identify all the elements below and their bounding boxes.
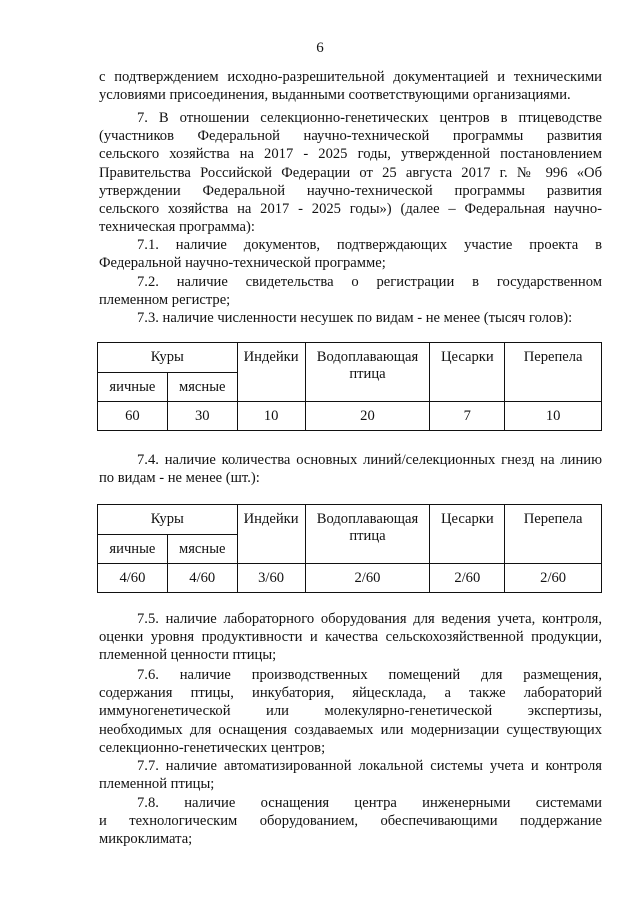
table-cell: 30	[167, 402, 237, 431]
text-line: условиями присоединения, выданными соответствующими организациями.	[99, 87, 571, 104]
text-line: племенной птицы;	[99, 776, 215, 793]
table-cell: 3/60	[237, 564, 305, 593]
text-line: сельского хозяйства на 2017 - 2025 годы») (далее – Федеральная научно-	[99, 201, 602, 218]
table-cell: 4/60	[98, 564, 168, 593]
header-quail: Перепела	[505, 343, 602, 402]
text-line: необходимых для оснащения создаваемых или модернизации существующих	[99, 721, 602, 738]
text-line: (участников Федеральной научно-технической программы развития	[99, 128, 602, 145]
header-guinea-fowl: Цесарки	[430, 505, 505, 564]
text-line: 7.2. наличие свидетельства о регистрации в государственном	[137, 274, 602, 290]
paragraph-7-7	[99, 757, 602, 793]
header-waterfowl: Водоплавающая птица	[305, 343, 430, 402]
table-cell: 10	[237, 402, 305, 431]
header-egg-chickens: яичные	[98, 535, 168, 564]
text-line: микроклимата;	[99, 831, 193, 848]
text-line: 7.3. наличие численности несушек по видам - не менее (тысяч голов):	[137, 310, 573, 326]
paragraph-7	[99, 109, 602, 236]
page-number: 6	[316, 40, 324, 56]
header-turkeys: Индейки	[237, 505, 305, 564]
header-waterfowl: Водоплавающая птица	[305, 505, 430, 564]
text-line: оценки уровня продуктивности и качества сельскохозяйственной продукции,	[99, 629, 602, 646]
text-line: иммуногенетической или молекулярно-генетической экспертизы,	[99, 703, 602, 720]
paragraph-7-2	[99, 273, 602, 309]
table-cell: 20	[305, 402, 430, 431]
header-meat-chickens: мясные	[167, 535, 237, 564]
text-line: с подтверждением исходно-разрешительной документацией и техническими	[99, 69, 602, 85]
text-line: племенном регистре;	[99, 292, 231, 309]
table-cell: 2/60	[305, 564, 430, 593]
table-cell: 4/60	[167, 564, 237, 593]
header-turkeys: Индейки	[237, 343, 305, 402]
paragraph-intro	[99, 68, 602, 104]
text-line: племенной ценности птицы;	[99, 647, 277, 664]
header-chickens: Куры	[98, 343, 238, 373]
text-line: сельского хозяйства на 2017 - 2025 годы, утвержденной постановлением	[99, 146, 602, 163]
text-line: 7. В отношении селекционно-генетических центров в птицеводстве	[137, 110, 602, 126]
text-line: 7.5. наличие лабораторного оборудования для ведения учета, контроля,	[137, 611, 602, 627]
table-cell: 10	[505, 402, 602, 431]
table-hens-count	[97, 342, 602, 431]
text-line: Правительства Российской Федерации от 25 августа 2017 г. № 996 «Об	[99, 164, 602, 181]
text-line: 7.4. наличие количества основных линий/селекционных гнезд на линию	[137, 452, 602, 468]
header-chickens: Куры	[98, 505, 238, 535]
text-line: 7.8. наличие оснащения центра инженерными системами	[137, 795, 602, 811]
paragraph-7-3	[99, 309, 602, 327]
table-cell: 7	[430, 402, 505, 431]
text-line: 7.1. наличие документов, подтверждающих участие проекта в	[137, 237, 602, 253]
text-line: техническая программа):	[99, 219, 255, 236]
table-cell: 2/60	[505, 564, 602, 593]
text-line: и технологическим оборудованием, обеспечивающими поддержание	[99, 813, 602, 830]
text-line: утверждении Федеральной научно-технической программы развития	[99, 182, 602, 199]
table-selection-lines	[97, 504, 602, 593]
header-egg-chickens: яичные	[98, 373, 168, 402]
text-line: 7.7. наличие автоматизированной локальной системы учета и контроля	[137, 758, 602, 774]
header-meat-chickens: мясные	[167, 373, 237, 402]
text-line: по видам - не менее (шт.):	[99, 470, 260, 487]
table-cell: 60	[98, 402, 168, 431]
header-guinea-fowl: Цесарки	[430, 343, 505, 402]
paragraph-7-8	[99, 794, 602, 849]
table-cell: 2/60	[430, 564, 505, 593]
paragraph-7-4	[99, 451, 602, 487]
text-line: содержания птицы, инкубатория, яйцесклада, а также лабораторий	[99, 685, 602, 702]
text-line: 7.6. наличие производственных помещений для размещения,	[137, 667, 602, 683]
paragraph-7-5	[99, 610, 602, 665]
text-line: Федеральной научно-технической программе;	[99, 255, 386, 272]
paragraph-7-6	[99, 666, 602, 757]
header-quail: Перепела	[505, 505, 602, 564]
paragraph-7-1	[99, 236, 602, 272]
text-line: селекционно-генетических центров;	[99, 739, 326, 756]
